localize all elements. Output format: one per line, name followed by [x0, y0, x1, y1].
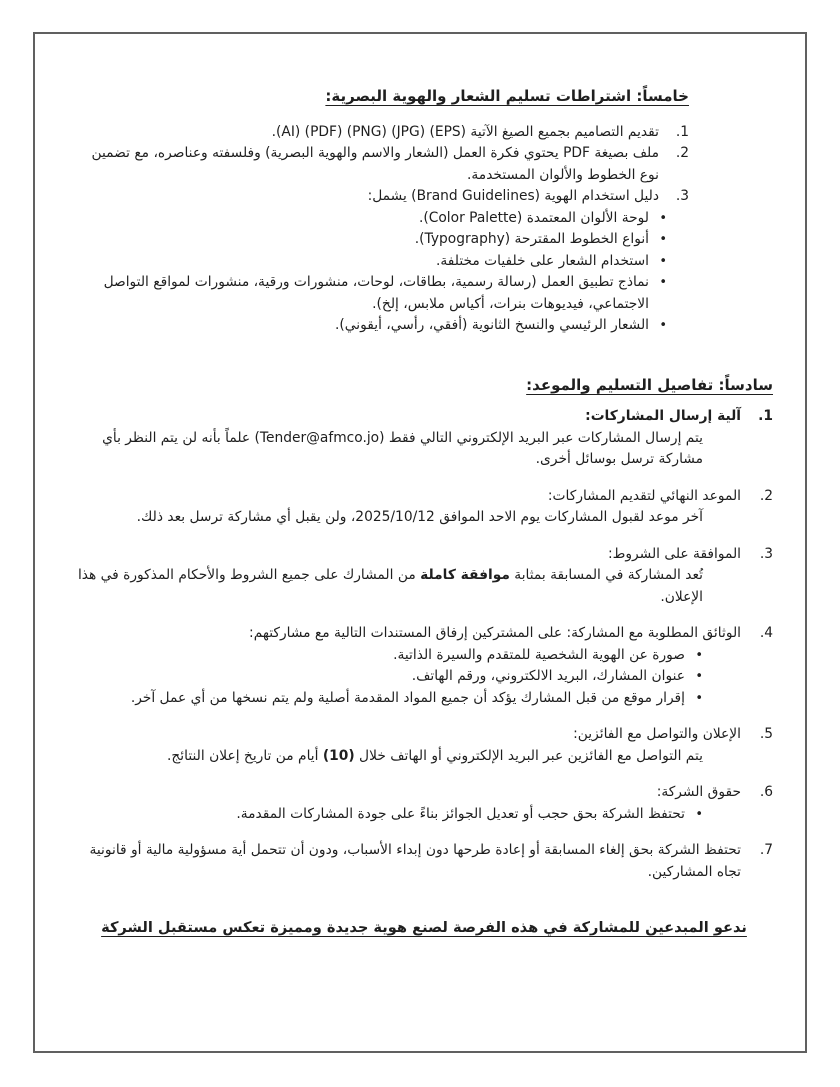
item-number: 2. [759, 487, 773, 504]
item-number: 5. [759, 726, 773, 742]
bullet-text: صورة عن الهوية الشخصية للمتقدم والسيرة الذاتية. [393, 646, 685, 663]
item-body: آخر موعد لقبول المشاركات يوم الاحد الموافق 2025/10/12، ولن يقبل أي مشاركة ترسل بعد ذلك. [136, 509, 703, 525]
section-5-title: خامساً: اشتراطات تسليم الشعار والهوية البصرية: [325, 87, 689, 105]
numbered-item [75, 143, 689, 186]
page-frame [33, 32, 807, 1053]
item-text: تقديم التصاميم بجميع الصيغ الآتية (EPS) (JPG) (PNG) (PDF) (AI). [271, 123, 659, 140]
item-text: ملف بصيغة PDF يحتوي فكرة العمل (الشعار والاسم والهوية البصرية) وفلسفته وعناصره، مع تضمين نوع الخطوط والألوان المستخدمة. [91, 145, 659, 183]
bullet-text: الشعار الرئيسي والنسخ الثانوية (أفقي، رأسي، أيقوني). [335, 317, 649, 333]
numbered-group [75, 623, 773, 709]
item-number: 6. [759, 784, 773, 800]
numbered-item [75, 544, 773, 566]
section-delivery-details [75, 375, 773, 884]
bullet-marker: • [659, 232, 667, 247]
item-number: 3. [675, 188, 689, 204]
bullet-list [75, 208, 667, 337]
document-content [35, 34, 805, 939]
item-header: الإعلان والتواصل مع الفائزين: [573, 726, 741, 742]
bullet-item [75, 272, 667, 315]
numbered-group [75, 486, 773, 529]
bullet-marker: • [659, 275, 667, 290]
bullet-marker: • [695, 806, 703, 822]
numbered-item [75, 623, 773, 645]
item-number: 1. [675, 123, 689, 140]
bullet-item [75, 645, 703, 667]
bullet-marker: • [695, 647, 703, 663]
item-header: آلية إرسال المشاركات: [585, 408, 741, 424]
numbered-item [75, 186, 689, 208]
bullet-marker: • [695, 669, 703, 684]
bullet-item [75, 208, 667, 230]
numbered-group [75, 406, 773, 471]
bullet-item [75, 315, 667, 337]
bullet-text: نماذج تطبيق العمل (رسالة رسمية، بطاقات، لوحات، منشورات ورقية، منشورات لمواقع التواصل الاجتماعي، فيديوهات بنرات، أكياس ملابس، إلخ). [103, 274, 649, 312]
item-number: 3. [759, 545, 773, 562]
bullet-item [75, 229, 667, 251]
numbered-item [75, 406, 773, 428]
item-text: تحتفظ الشركة بحق إلغاء المسابقة أو إعادة طرحها دون إبداء الأسباب، ودون أن تتحمل أية مسؤولية مالية أو قانونية تجاه المشاركين. [89, 842, 741, 880]
body-text: تُعد المشاركة في المسابقة بمثابة [509, 567, 703, 583]
bullet-list [75, 804, 703, 826]
body-text: يتم التواصل مع الفائزين عبر البريد الإلكتروني أو الهاتف خلال [354, 747, 703, 764]
item-body [75, 565, 703, 608]
body-text: من المشارك على جميع الشروط والأحكام المذكورة في هذا الإعلان. [77, 567, 703, 605]
numbered-group [75, 724, 773, 767]
bullet-text: أنواع الخطوط المقترحة (Typography). [414, 231, 649, 247]
item-number: 2. [675, 145, 689, 161]
bullet-marker: • [659, 253, 667, 269]
bullet-item [75, 688, 703, 710]
bullet-marker: • [695, 690, 703, 706]
footer-call-to-action: ندعو المبدعين للمشاركة في هذه الفرصة لصنع هوية جديدة ومميزة تعكس مستقبل الشركة [101, 919, 747, 936]
numbered-item [75, 724, 773, 746]
numbered-item [75, 122, 689, 144]
item-body [75, 746, 703, 768]
item-header: الموعد النهائي لتقديم المشاركات: [547, 487, 741, 504]
item-text: دليل استخدام الهوية (Brand Guidelines) يشمل: [367, 188, 659, 204]
bullet-marker: • [659, 318, 667, 333]
bullet-list [75, 645, 703, 710]
numbered-item [75, 840, 773, 883]
item-body: يتم إرسال المشاركات عبر البريد الإلكتروني التالي فقط (Tender@afmco.jo) علماً بأنه لن يتم النظر بأي مشاركة ترسل بوسائل أخرى. [102, 429, 703, 467]
numbered-item [75, 486, 773, 508]
bullet-item [75, 666, 703, 688]
bullet-text: إقرار موقع من قبل المشارك يؤكد أن جميع المواد المقدمة أصلية ولم يتم نسخها من أي عمل آخر. [130, 689, 685, 706]
numbered-group [75, 544, 773, 609]
bullet-text: تحتفظ الشركة بحق حجب أو تعديل الجوائز بناءً على جودة المشاركات المقدمة. [236, 805, 685, 822]
body-text: أيام من تاريخ إعلان النتائج. [167, 747, 323, 764]
numbered-group [75, 840, 773, 883]
bullet-item [75, 251, 667, 273]
item-number: 4. [759, 625, 773, 641]
item-number: 1. [758, 408, 773, 424]
item-number: 7. [759, 842, 773, 858]
item-header: حقوق الشركة: [656, 784, 741, 800]
bullet-text: عنوان المشارك، البريد الالكتروني، ورقم الهاتف. [411, 668, 685, 684]
bullet-marker: • [659, 210, 667, 226]
bullet-text: استخدام الشعار على خلفيات مختلفة. [435, 252, 649, 269]
section-logo-requirements [75, 86, 689, 337]
numbered-group [75, 782, 773, 825]
bullet-item [75, 804, 703, 826]
section-6-title: سادساً: تفاصيل التسليم والموعد: [526, 375, 773, 394]
body-text-bold: موافقة كاملة [420, 567, 510, 583]
body-text-bold: (10) [322, 747, 355, 764]
numbered-item [75, 782, 773, 804]
item-header: الموافقة على الشروط: [607, 545, 741, 562]
item-header: الوثائق المطلوبة مع المشاركة: على المشتركين إرفاق المستندات التالية مع مشاركتهم: [249, 625, 741, 641]
bullet-text: لوحة الألوان المعتمدة (Color Palette). [418, 209, 649, 226]
